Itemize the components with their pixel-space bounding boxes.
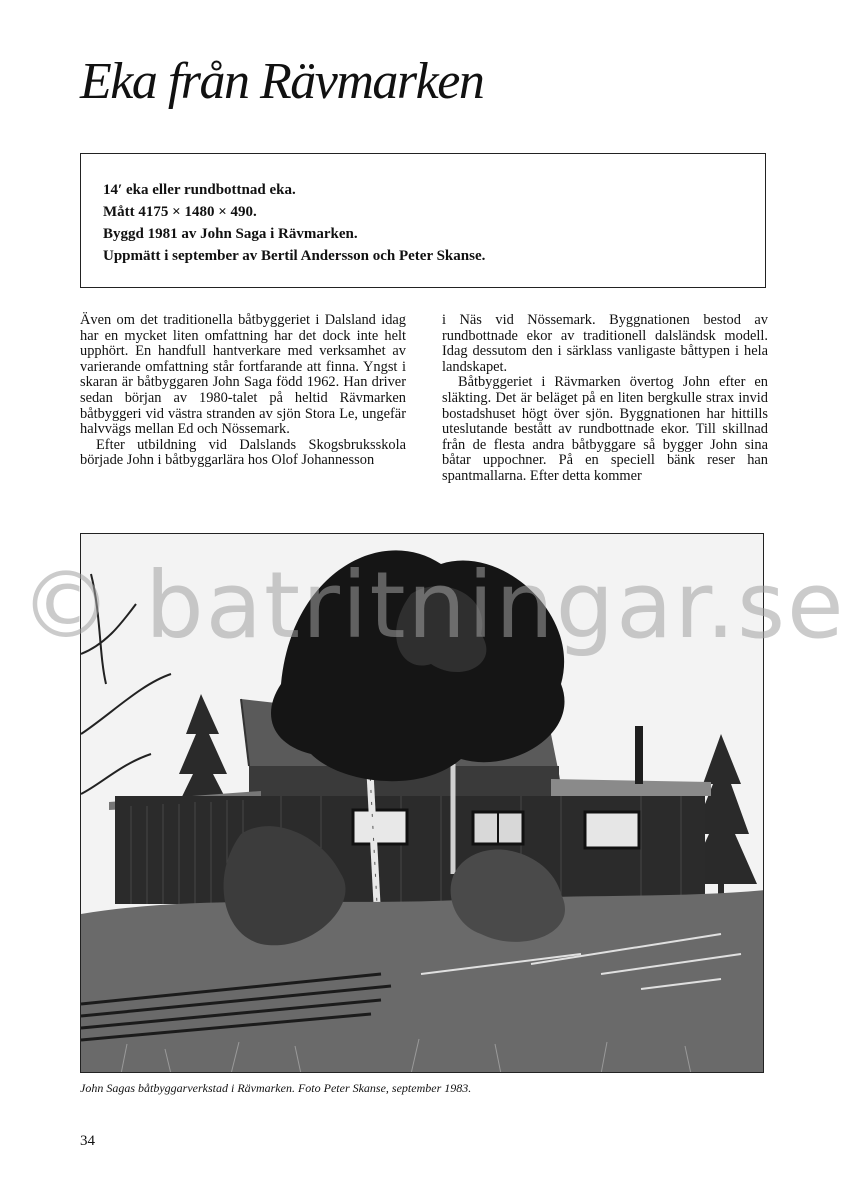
spec-line: Uppmätt i september av Bertil Andersson och Peter Skanse. [103,248,486,264]
workshop-photo-illustration [81,534,764,1073]
spec-box [80,153,766,288]
text-column-right [442,313,768,485]
page-title: Eka från Rävmarken [80,53,484,110]
spec-line: Mått 4175 × 1480 × 490. [103,204,257,220]
watermark: © batritningar.se [20,552,846,659]
photo-caption: John Sagas båtbyggarverkstad i Rävmarken. Foto Peter Skanse, september 1983. [80,1081,472,1095]
paragraph: Även om det traditionella båtbyggeriet i Dalsland idag har en mycket liten omfattning har det dock inte helt upphört. En handfull hantverkare med verksamhet av varierande omfattning står fortfarande att finna. Yngst i skaran är båtbyggaren John Saga född 1962. Han driver sedan början av 1980-talet på heltid Rävmarken båtbyggeri vid västra stranden av sjön Stora Le, ungefär halvvägs mellan Ed och Nössemark. [80,312,406,438]
page-number: 34 [80,1133,95,1149]
spec-line: 14′ eka eller rundbottnad eka. [103,182,296,198]
spec-line: Byggd 1981 av John Saga i Rävmarken. [103,226,358,242]
paragraph: Efter utbildning vid Dalslands Skogsbruksskola började John i båtbyggarlära hos Olof Johannesson [80,436,406,469]
workshop-photo [80,533,764,1073]
spec-list [103,179,485,267]
text-column-left [80,313,406,469]
paragraph: i Näs vid Nössemark. Byggnationen bestod av rundbottnade ekor av traditionell dalsländsk modell. Idag dessutom den i särklass vanligaste båttypen i hela landskapet. [442,312,768,375]
paragraph: Båtbyggeriet i Rävmarken övertog John efter en släkting. Det är beläget på en liten bergkulle strax invid bostadshuset högt över sjön. Byggnationen har hittills uteslutande bestått av rundbottnade ekor. Till skillnad från de flesta andra båtbyggare så bygger John sina båtar uppochner. På en speciell bänk reser han spantmallarna. Efter detta kommer [442,374,768,484]
